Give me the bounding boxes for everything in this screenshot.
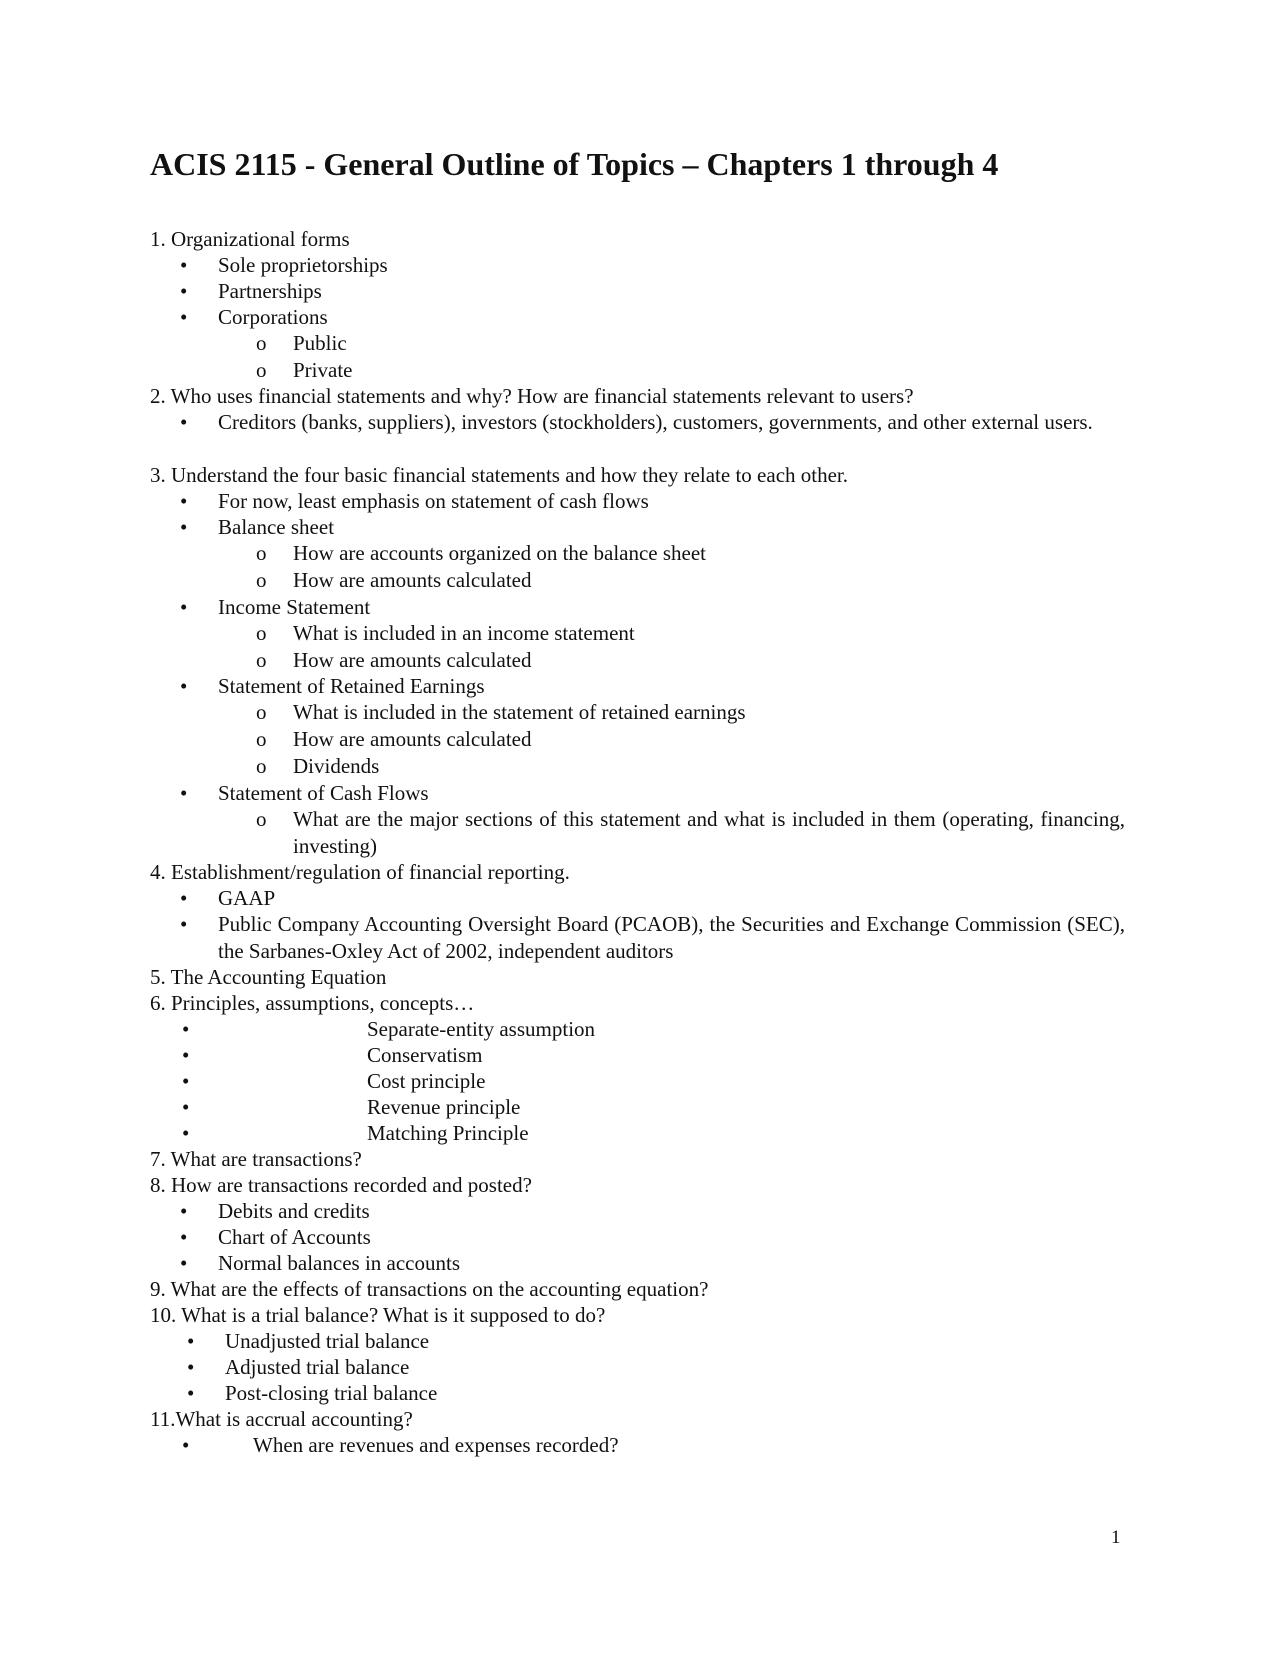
sub-bullet-icon: o: [256, 807, 267, 831]
sub-bullet-icon: o: [256, 621, 267, 645]
list-item: Partnerships: [218, 279, 322, 303]
list-item: Debits and credits: [218, 1199, 370, 1223]
bullet-icon: •: [180, 253, 188, 277]
list-item: Separate-entity assumption: [367, 1017, 596, 1041]
sub-list-item: What is included in the statement of retained earnings: [293, 700, 746, 724]
sub-list-item: What are the major sections of this statement and what is included in them (operating, financing, investing): [293, 807, 1125, 858]
bullet-icon: •: [180, 674, 188, 698]
list-item: Matching Principle: [367, 1121, 529, 1145]
sub-list-item: How are amounts calculated: [293, 568, 532, 592]
list-item: Public Company Accounting Oversight Board (PCAOB), the Securities and Exchange Commission (SEC), the Sarbanes-Oxley Act of 2002, independent auditors: [218, 912, 1125, 963]
bullet-icon: •: [182, 1433, 190, 1457]
sub-list-item: What is included in an income statement: [293, 621, 635, 645]
sub-bullet-icon: o: [256, 541, 267, 565]
sub-list-item: Private: [293, 358, 353, 382]
bullet-icon: •: [180, 305, 188, 329]
document-title: ACIS 2115 - General Outline of Topics – Chapters 1 through 4: [150, 146, 999, 182]
list-item: Revenue principle: [367, 1095, 521, 1119]
bullet-icon: •: [180, 489, 188, 513]
sub-list-item: How are amounts calculated: [293, 727, 532, 751]
bullet-icon: •: [180, 1225, 188, 1249]
list-item: Statement of Retained Earnings: [218, 674, 485, 698]
bullet-icon: •: [180, 912, 188, 936]
bullet-icon: •: [180, 595, 188, 619]
sub-bullet-icon: o: [256, 358, 267, 382]
section-7-heading: 7. What are transactions?: [150, 1147, 362, 1171]
sub-bullet-icon: o: [256, 700, 267, 724]
list-item: Adjusted trial balance: [225, 1355, 410, 1379]
section-9-heading: 9. What are the effects of transactions on the accounting equation?: [150, 1277, 709, 1301]
sub-bullet-icon: o: [256, 331, 267, 355]
list-item: Unadjusted trial balance: [225, 1329, 430, 1353]
bullet-icon: •: [187, 1381, 195, 1405]
section-6-heading: 6. Principles, assumptions, concepts…: [150, 991, 475, 1015]
list-item: Creditors (banks, suppliers), investors (stockholders), customers, governments, and other external users.: [218, 410, 1093, 434]
bullet-icon: •: [187, 1329, 195, 1353]
section-2-heading: 2. Who uses financial statements and why? How are financial statements relevant to users?: [150, 384, 914, 408]
bullet-icon: •: [180, 279, 188, 303]
bullet-icon: •: [182, 1043, 190, 1067]
list-item: For now, least emphasis on statement of cash flows: [218, 489, 649, 513]
bullet-icon: •: [182, 1017, 190, 1041]
bullet-icon: •: [182, 1069, 190, 1093]
list-item: Balance sheet: [218, 515, 335, 539]
sub-bullet-icon: o: [256, 648, 267, 672]
section-1-heading: 1. Organizational forms: [150, 227, 350, 251]
bullet-icon: •: [180, 1199, 188, 1223]
list-item: Normal balances in accounts: [218, 1251, 460, 1275]
list-item: Corporations: [218, 305, 328, 329]
bullet-icon: •: [180, 410, 188, 434]
sub-bullet-icon: o: [256, 754, 267, 778]
section-3-heading: 3. Understand the four basic financial statements and how they relate to each other.: [150, 463, 849, 487]
list-item: Cost principle: [367, 1069, 486, 1093]
bullet-icon: •: [180, 1251, 188, 1275]
bullet-icon: •: [187, 1355, 195, 1379]
section-11-heading: 11.What is accrual accounting?: [150, 1407, 413, 1431]
sub-list-item: How are accounts organized on the balance sheet: [293, 541, 707, 565]
list-item: Post-closing trial balance: [225, 1381, 438, 1405]
sub-list-item: Public: [293, 331, 347, 355]
list-item: GAAP: [218, 886, 276, 910]
list-item: Sole proprietorships: [218, 253, 388, 277]
section-10-heading: 10. What is a trial balance? What is it supposed to do?: [150, 1303, 606, 1327]
section-5-heading: 5. The Accounting Equation: [150, 965, 387, 989]
bullet-icon: •: [180, 886, 188, 910]
bullet-icon: •: [182, 1095, 190, 1119]
list-item: Conservatism: [367, 1043, 483, 1067]
page-number: 1: [1111, 1527, 1121, 1548]
section-4-heading: 4. Establishment/regulation of financial reporting.: [150, 860, 570, 884]
sub-list-item: How are amounts calculated: [293, 648, 532, 672]
bullet-icon: •: [180, 515, 188, 539]
bullet-icon: •: [180, 781, 188, 805]
list-item: Chart of Accounts: [218, 1225, 371, 1249]
sub-bullet-icon: o: [256, 727, 267, 751]
bullet-icon: •: [182, 1121, 190, 1145]
list-item: Income Statement: [218, 595, 371, 619]
list-item: When are revenues and expenses recorded?: [253, 1433, 619, 1457]
sub-list-item: Dividends: [293, 754, 380, 778]
section-8-heading: 8. How are transactions recorded and posted?: [150, 1173, 532, 1197]
list-item: Statement of Cash Flows: [218, 781, 429, 805]
sub-bullet-icon: o: [256, 568, 267, 592]
